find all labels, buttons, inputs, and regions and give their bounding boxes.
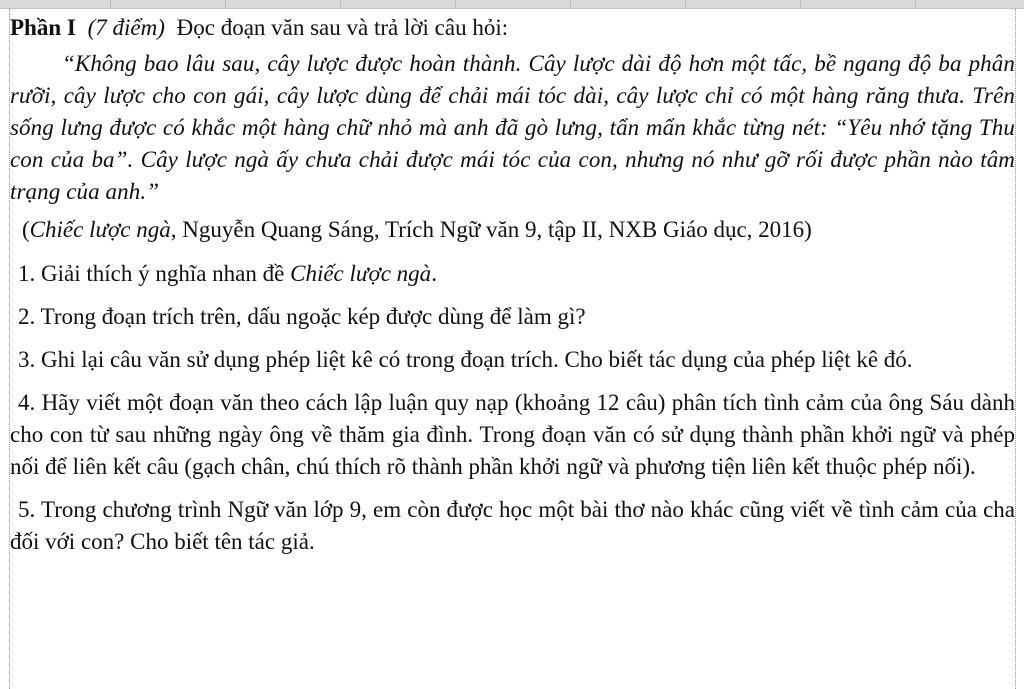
instruction-text: Đọc đoạn văn sau và trả lời câu hỏi: <box>176 15 509 40</box>
question-4 <box>10 387 1015 483</box>
ruler-tick <box>455 0 456 8</box>
points-label: (7 điểm) <box>87 15 165 40</box>
question-3 <box>10 344 1015 376</box>
section-heading <box>10 12 1015 44</box>
question-5 <box>10 494 1015 558</box>
ruler-tick <box>225 0 226 8</box>
question-2 <box>10 301 1015 333</box>
ruler-tick <box>685 0 686 8</box>
citation-open: ( <box>22 217 30 242</box>
ruler-tick <box>110 0 111 8</box>
question-text: 3. Ghi lại câu văn sử dụng phép liệt kê có trong đoạn trích. Cho biết tác dụng của phép liệt kê đó. <box>18 347 913 372</box>
quoted-passage: “Không bao lâu sau, cây lược được hoàn thành. Cây lược dài độ hơn một tấc, bề ngang độ ba phân rưỡi, cây lược cho con gái, cây lược dùng để chải mái tóc dài, cây lược chỉ có một hàng răng thưa. Trên sống lưng được có khắc một hàng chữ nhỏ mà anh đã gò lưng, tẩn mẩn khắc từng nét: “Yêu nhớ tặng Thu con của ba”. Cây lược ngà ấy chưa chải được mái tóc của con, nhưng nó như gỡ rối được phần nào tâm trạng của anh.” <box>10 51 1015 204</box>
question-suffix: . <box>431 261 437 286</box>
right-margin-guide <box>1015 9 1016 689</box>
question-text: 5. Trong chương trình Ngữ văn lớp 9, em còn được học một bài thơ nào khác cũng viết về tình cảm của cha đối với con? Cho biết tên tác giả. <box>10 497 1015 554</box>
question-1 <box>10 258 1015 290</box>
document-body <box>10 12 1015 569</box>
citation-rest: , Nguyễn Quang Sáng, Trích Ngữ văn 9, tập II, NXB Giáo dục, 2016) <box>170 217 812 242</box>
work-title: Chiếc lược ngà <box>29 217 171 242</box>
question-text: 4. Hãy viết một đoạn văn theo cách lập luận quy nạp (khoảng 12 câu) phân tích tình cảm của ông Sáu dành cho con từ sau những ngày ông về thăm gia đình. Trong đoạn văn có sử dụng thành phần khởi ngữ và phép nối để liên kết câu (gạch chân, chú thích rõ thành phần khởi ngữ và phương tiện liên kết thuộc phép nối). <box>10 390 1015 479</box>
ruler-tick <box>800 0 801 8</box>
ruler-tick <box>340 0 341 8</box>
source-citation <box>22 214 1015 246</box>
ruler-tick <box>570 0 571 8</box>
question-title-italic: Chiếc lược ngà <box>290 261 432 286</box>
part-label: Phần I <box>10 15 76 40</box>
question-text: 1. Giải thích ý nghĩa nhan đề <box>18 261 291 286</box>
top-ruler <box>0 0 1024 9</box>
ruler-tick <box>915 0 916 8</box>
question-text: 2. Trong đoạn trích trên, dấu ngoặc kép được dùng để làm gì? <box>18 304 586 329</box>
